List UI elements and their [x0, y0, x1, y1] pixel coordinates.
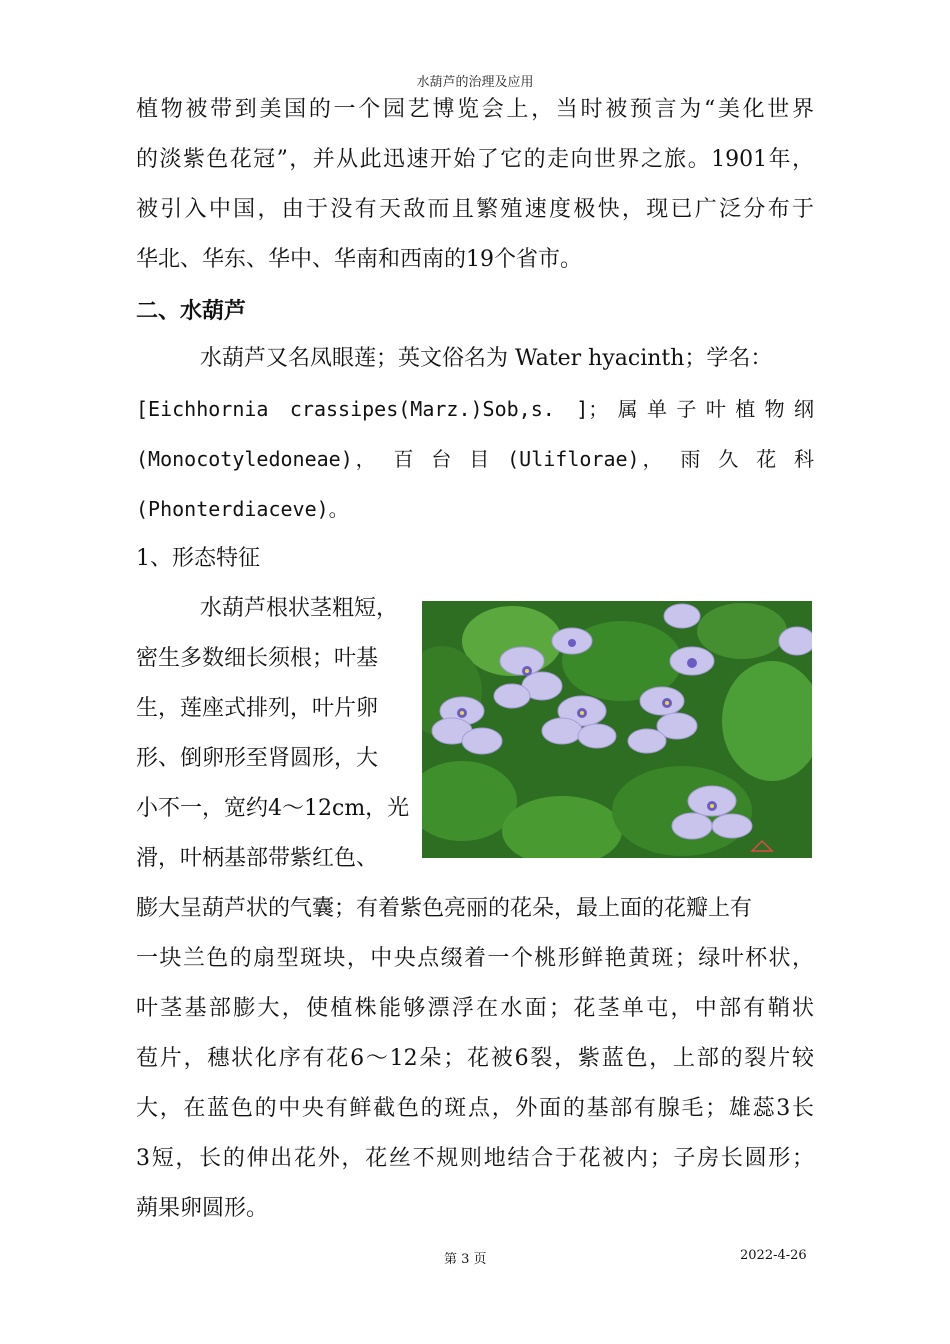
paragraph-line: 被引入中国，由于没有天敌而且繁殖速度极快，现已广泛分布于	[136, 197, 814, 222]
paragraph-line: 生，莲座式排列，叶片卵	[136, 696, 379, 721]
section-heading: 二、水葫芦	[136, 299, 247, 324]
footer-date: 2022-4-26	[740, 1248, 807, 1263]
paragraph-line: 膨大呈葫芦状的气囊；有着紫色亮丽的花朵，最上面的花瓣上有	[136, 896, 753, 921]
paragraph-line: 小不一，宽约4～12cm，光	[136, 796, 410, 821]
paragraph-line: 密生多数细长须根；叶基	[136, 646, 379, 671]
paragraph-line: 水葫芦又名凤眼莲；英文俗名为 Water hyacinth；学名：	[200, 346, 773, 371]
paragraph-line: 华北、华东、华中、华南和西南的19个省市。	[136, 247, 582, 272]
paragraph-line: (Phonterdiaceve)。	[136, 497, 349, 521]
water-hyacinth-photo	[422, 601, 812, 858]
paragraph-line: 3短，长的伸出花外，花丝不规则地结合于花被内；子房长圆形；	[136, 1146, 814, 1171]
paragraph-line: (Monocotyledoneae)， 百 台 目 (Uliflorae)， 雨 久 花 科	[136, 447, 814, 471]
subsection-heading: 1、形态特征	[136, 546, 260, 571]
paragraph-line: 大，在蓝色的中央有鲜截色的斑点，外面的基部有腺毛；雄蕊3长	[136, 1096, 814, 1121]
paragraph-line: 苞片，穗状化序有花6～12朵；花被6裂，紫蓝色，上部的裂片较	[136, 1046, 814, 1071]
paragraph-line: 植物被带到美国的一个园艺博览会上，当时被预言为“美化世界	[136, 97, 814, 122]
paragraph-line: 滑，叶柄基部带紫红色、	[136, 846, 379, 871]
page-number: 第 3 页	[444, 1252, 487, 1267]
paragraph-line: 水葫芦根状茎粗短，	[200, 596, 399, 621]
paragraph-line: 叶茎基部膨大，使植株能够漂浮在水面；花茎单屯，中部有鞘状	[136, 996, 814, 1021]
paragraph-line: 一块兰色的扇型斑块，中央点缀着一个桃形鲜艳黄斑；绿叶杯状，	[136, 946, 814, 971]
paragraph-line: 蒴果卵圆形。	[136, 1196, 269, 1221]
paragraph-line: 形、倒卵形至肾圆形，大	[136, 746, 379, 771]
paragraph-line: [Eichhornia crassipes(Marz.)Sob,s. ]；属单子叶植物纲	[136, 397, 814, 421]
paragraph-line: 的淡紫色花冠”，并从此迅速开始了它的走向世界之旅。1901年，	[136, 147, 814, 172]
running-header: 水葫芦的治理及应用	[416, 75, 534, 90]
